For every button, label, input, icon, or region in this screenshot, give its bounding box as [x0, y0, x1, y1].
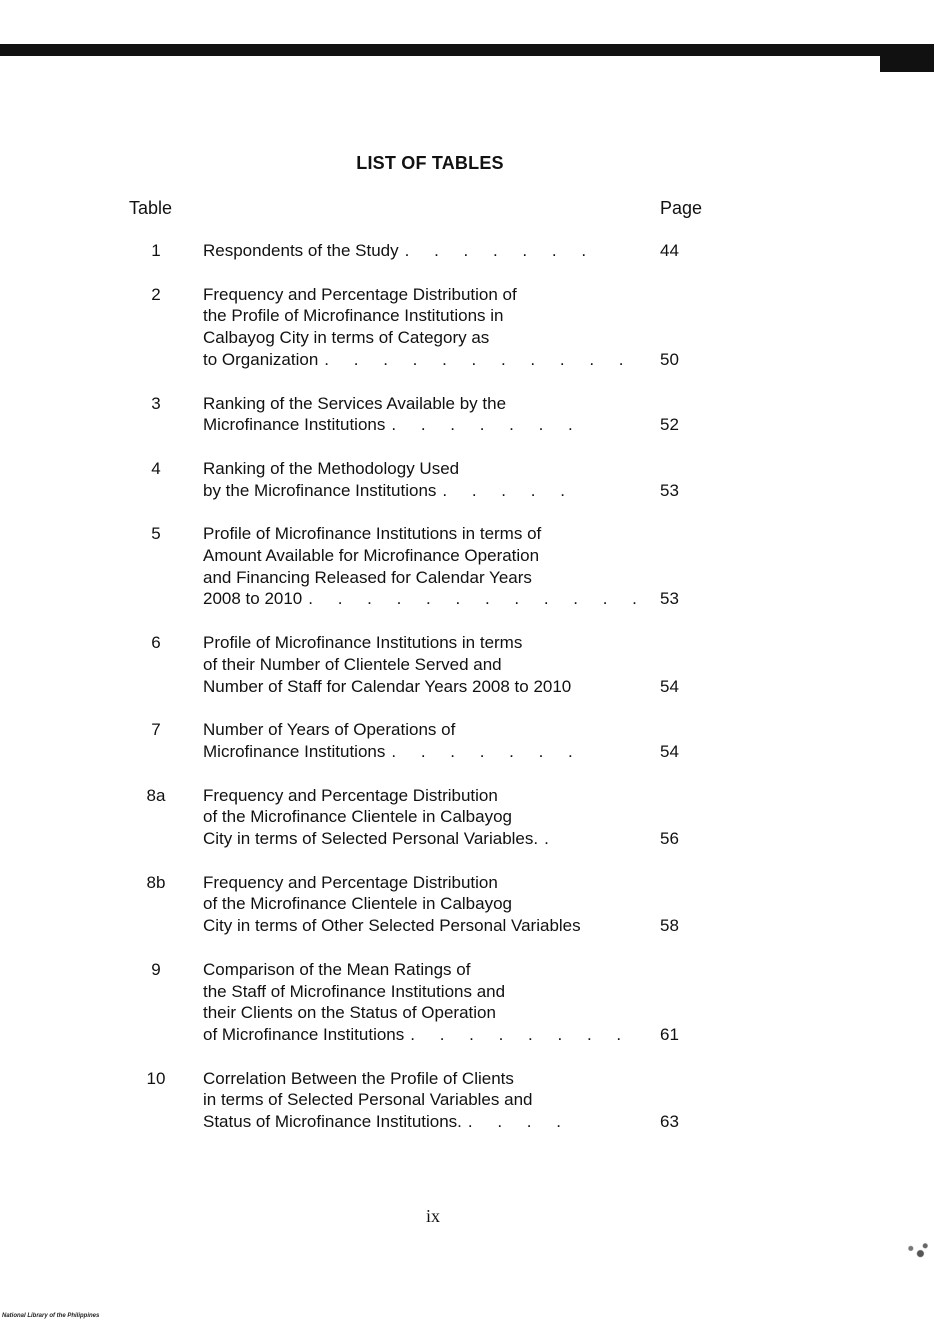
caption-line — [203, 719, 643, 741]
scan-edge-corner — [880, 44, 934, 72]
table-entry-caption — [203, 872, 643, 937]
caption-line-text: Calbayog City in terms of Category as — [203, 328, 490, 348]
caption-line — [203, 1024, 643, 1046]
dot-leader: . . . . . . . . — [410, 1024, 632, 1044]
caption-line — [203, 349, 643, 371]
dot-leader: . . . . . . . . . . . . — [308, 589, 647, 609]
column-header-page: Page — [660, 198, 703, 218]
table-entry-page: 44 — [660, 241, 679, 260]
table-entry-number: 8a — [146, 785, 166, 805]
caption-line — [203, 828, 643, 850]
table-entry-number: 10 — [146, 1068, 166, 1088]
caption-line — [203, 588, 647, 610]
caption-line-text: Amount Available for Microfinance Operation — [203, 546, 540, 566]
caption-line-text: Comparison of the Mean Ratings of — [203, 959, 471, 979]
caption-line — [203, 393, 643, 415]
table-entry-page: 50 — [660, 349, 679, 369]
caption-line-text: their Clients on the Status of Operation — [203, 1003, 496, 1023]
table-entry-number: 2 — [151, 284, 161, 304]
dot-leader: . — [544, 829, 559, 849]
caption-line-text: Ranking of the Methodology Used — [203, 458, 460, 478]
caption-line — [203, 545, 643, 567]
caption-line — [203, 632, 643, 654]
table-entry-page: 54 — [660, 741, 679, 761]
scan-speck — [898, 1238, 930, 1264]
table-entry — [0, 1068, 934, 1133]
caption-line — [203, 1002, 643, 1024]
table-entry — [0, 284, 934, 371]
caption-line-text: Frequency and Percentage Distribution — [203, 785, 498, 805]
caption-line-text: by the Microfinance Institutions — [203, 480, 437, 500]
table-entry-page: 54 — [660, 676, 679, 696]
table-entry-number: 9 — [151, 959, 161, 979]
table-entry — [0, 632, 934, 697]
table-entry-caption — [203, 632, 643, 697]
caption-line-text: Microfinance Institutions — [203, 415, 386, 435]
table-entry — [0, 959, 934, 1046]
table-entry-page: 63 — [660, 1112, 679, 1132]
table-entry-number: 7 — [151, 720, 161, 740]
table-entry — [0, 719, 934, 762]
caption-line — [203, 1089, 643, 1111]
dot-leader: . . . . . . . — [391, 415, 583, 435]
caption-line-text: 2008 to 2010 — [203, 589, 303, 609]
caption-line — [203, 414, 643, 436]
caption-line — [203, 567, 643, 589]
table-entry-number: 6 — [151, 633, 161, 653]
caption-line-text: Correlation Between the Profile of Clients — [203, 1068, 514, 1088]
table-entry-caption — [203, 1068, 643, 1133]
column-header-table: Table — [129, 198, 173, 218]
caption-line — [203, 893, 643, 915]
caption-line — [203, 872, 643, 894]
dot-leader: . . . . . . . — [391, 741, 583, 761]
caption-line — [203, 806, 643, 828]
table-entry-page: 61 — [660, 1024, 679, 1044]
page-title: LIST OF TABLES — [356, 153, 504, 173]
caption-line-text: Number of Staff for Calendar Years 2008 to 2010 — [203, 676, 572, 696]
caption-line-text: City in terms of Selected Personal Variables. — [203, 829, 539, 849]
table-entry — [0, 785, 934, 850]
caption-line-text: Microfinance Institutions — [203, 741, 386, 761]
caption-line-text: the Profile of Microfinance Institutions in — [203, 306, 504, 326]
caption-line — [203, 240, 643, 262]
table-entry-caption — [203, 284, 643, 371]
caption-line — [203, 915, 643, 937]
table-entry-page: 52 — [660, 415, 679, 435]
table-entry-number: 3 — [151, 393, 161, 413]
caption-line — [203, 458, 643, 480]
table-entry-caption — [203, 785, 643, 850]
caption-line-text: of the Microfinance Clientele in Calbayog — [203, 894, 513, 914]
page-number: ix — [425, 1206, 440, 1226]
caption-line — [203, 959, 643, 981]
table-entry-page: 58 — [660, 916, 679, 936]
caption-line-text: in terms of Selected Personal Variables and — [203, 1090, 533, 1110]
caption-line-text: Respondents of the Study — [203, 241, 399, 260]
caption-line-text: Status of Microfinance Institutions. — [203, 1112, 462, 1132]
caption-line-text: City in terms of Other Selected Personal Variables — [203, 916, 581, 936]
dot-leader: . . . . — [467, 1112, 571, 1132]
caption-line-text: the Staff of Microfinance Institutions and — [203, 981, 506, 1001]
caption-line-text: of the Microfinance Clientele in Calbayog — [203, 807, 513, 827]
caption-line — [203, 305, 643, 327]
caption-line-text: Profile of Microfinance Institutions in terms — [203, 633, 523, 653]
table-entry-number: 4 — [151, 458, 161, 478]
table-entry-caption — [203, 240, 643, 262]
table-entry-caption — [203, 719, 643, 762]
caption-line-text: Number of Years of Operations of — [203, 720, 456, 740]
table-entry — [0, 872, 934, 937]
caption-line — [203, 654, 643, 676]
caption-line — [203, 981, 643, 1003]
table-entry — [0, 393, 934, 436]
table-entry — [0, 458, 934, 501]
caption-line-text: of Microfinance Institutions — [203, 1024, 405, 1044]
table-entry-caption — [203, 523, 647, 610]
caption-line — [203, 327, 643, 349]
table-entry-number: 8b — [146, 872, 166, 892]
table-entry-page: 53 — [660, 589, 679, 609]
caption-line — [203, 741, 643, 763]
table-entry-caption — [203, 393, 643, 436]
caption-line — [203, 284, 643, 306]
table-entry-page: 53 — [660, 480, 679, 500]
caption-line-text: of their Number of Clientele Served and — [203, 654, 502, 674]
caption-line — [203, 785, 643, 807]
caption-line-text: and Financing Released for Calendar Years — [203, 567, 532, 587]
table-entry — [0, 523, 934, 610]
table-entry-number: 5 — [151, 524, 161, 544]
table-entry-number: 1 — [151, 241, 161, 260]
caption-line — [203, 1111, 643, 1133]
caption-line-text: to Organization — [203, 349, 319, 369]
caption-line — [203, 480, 643, 502]
caption-line — [203, 676, 643, 698]
table-entry — [0, 240, 934, 262]
table-entry-page: 56 — [660, 829, 679, 849]
caption-line — [203, 523, 643, 545]
caption-line — [203, 1068, 643, 1090]
table-entry-caption — [203, 959, 643, 1046]
footer-watermark-text: National Library of the Philippines — [2, 1313, 100, 1319]
caption-line-text: Profile of Microfinance Institutions in terms of — [203, 524, 542, 544]
caption-line-text: Frequency and Percentage Distribution — [203, 872, 498, 892]
dot-leader: . . . . . . . — [404, 241, 597, 260]
dot-leader: . . . . . . . . . . . — [324, 349, 634, 369]
dot-leader: . . . . . — [442, 480, 575, 500]
caption-line-text: Frequency and Percentage Distribution of — [203, 284, 517, 304]
table-list — [0, 240, 934, 1133]
table-entry-caption — [203, 458, 643, 501]
scan-edge-bar — [0, 44, 934, 60]
caption-line-text: Ranking of the Services Available by the — [203, 393, 507, 413]
